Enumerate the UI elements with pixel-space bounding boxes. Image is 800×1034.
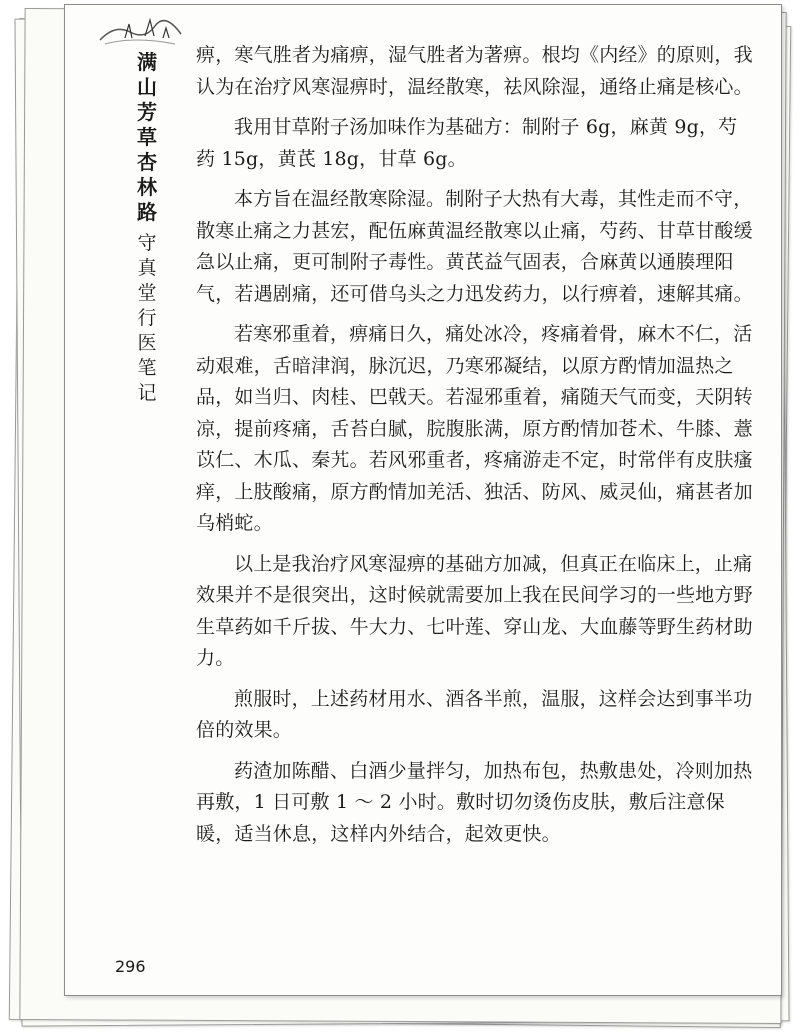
paragraph: 痹，寒气胜者为痛痹，湿气胜者为著痹。根均《内经》的原则，我认为在治疗风寒湿痹时，温经散寒，祛风除湿，通络止痛是核心。	[196, 44, 753, 98]
brush-painting-decoration	[95, 14, 185, 48]
subtitle-char: 真	[137, 257, 157, 279]
book-title	[130, 50, 164, 225]
title-char: 路	[137, 200, 157, 224]
page-number: 296	[115, 957, 146, 976]
subtitle-char: 守	[137, 232, 157, 254]
title-char: 芳	[137, 100, 157, 124]
paragraph: 煎服时，上述药材用水、酒各半煎，温服，这样会达到事半功倍的效果。	[196, 687, 753, 741]
paragraph: 我用甘草附子汤加味作为基础方：制附子 6g，麻黄 9g，芍药 15g，黄芪 18g，甘草 6g。	[196, 116, 738, 170]
title-char: 林	[137, 175, 157, 199]
paragraph: 以上是我治疗风寒湿痹的基础方加减，但真正在临床上，止痛效果并不是很突出，这时候就需要加上我在民间学习的一些地方野生草药如千斤拔、牛大力、七叶莲、穿山龙、大血藤等野生药材助力。	[196, 552, 753, 669]
paragraph: 若寒邪重着，痹痛日久，痛处冰冷，疼痛着骨，麻木不仁，活动艰难，舌暗津润，脉沉迟，乃寒邪凝结，以原方酌情加温热之品，如当归、肉桂、巴戟天。若湿邪重着，痛随天气而变，天阴转凉，提前疼痛，舌苔白腻，脘腹胀满，原方酌情加苍术、牛膝、薏苡仁、木瓜、秦艽。若风邪重者，疼痛游走不定，时常伴有皮肤瘙痒，上肢酸痛，原方酌情加羌活、独活、防风、威灵仙，痛甚者加乌梢蛇。	[196, 323, 753, 534]
subtitle-char: 行	[137, 307, 157, 329]
subtitle-char: 医	[137, 332, 157, 354]
subtitle-char: 笔	[137, 357, 157, 379]
title-char: 杏	[137, 150, 157, 174]
book-subtitle	[130, 231, 164, 406]
body-text	[196, 40, 756, 859]
vertical-running-header	[130, 50, 164, 406]
paragraph: 本方旨在温经散寒除湿。制附子大热有大毒，其性走而不守，散寒止痛之力甚宏，配伍麻黄温经散寒以止痛，芍药、甘草甘酸缓急以止痛，更可制附子毒性。黄芪益气固表，合麻黄以通腠理阳气，若遇剧痛，还可借乌头之力迅发药力，以行痹着，速解其痛。	[196, 188, 753, 305]
title-char: 草	[137, 125, 157, 149]
title-char: 山	[137, 75, 157, 99]
subtitle-char: 堂	[137, 282, 157, 304]
title-char: 满	[137, 50, 157, 74]
subtitle-char: 记	[137, 382, 157, 404]
paragraph: 药渣加陈醋、白酒少量拌匀，加热布包，热敷患处，冷则加热再敷，1 日可敷 1 ～ 2 小时。敷时切勿烫伤皮肤，敷后注意保暖，适当休息，这样内外结合，起效更快。	[196, 759, 753, 845]
